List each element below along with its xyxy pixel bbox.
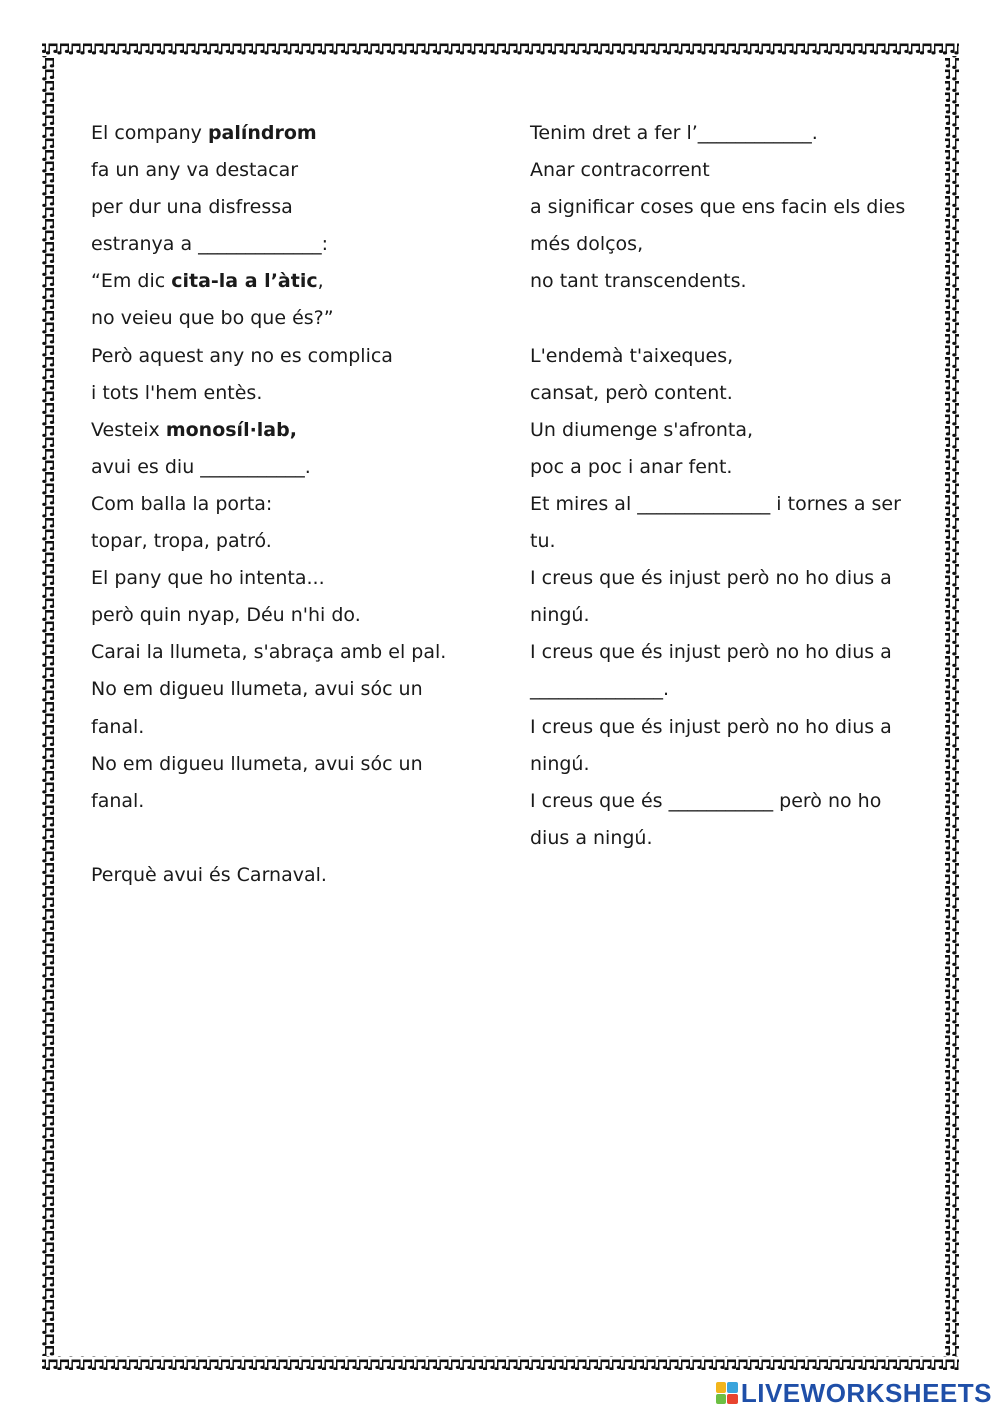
line-text: Carai la llumeta, s'abraça amb el pal. (91, 641, 447, 664)
poem-line (91, 412, 486, 449)
poem-line: ningú. (530, 604, 590, 627)
poem-left-column (91, 115, 486, 894)
line-text: fa un any va destacar (91, 159, 299, 182)
poem-line (91, 709, 486, 746)
line-text: fanal. (91, 789, 145, 812)
poem-line (91, 375, 486, 412)
poem-line: dius a ningú. (530, 826, 653, 849)
poem-line (91, 746, 486, 783)
line-text: No em digueu llumeta, avui sóc un (91, 752, 423, 775)
poem-line: no tant transcendents. (530, 270, 747, 293)
line-text: , (317, 270, 324, 293)
poem-line: cansat, però content. (530, 381, 733, 404)
poem-line: I creus que és ___________ però no ho (530, 789, 882, 812)
poem-line: Tenim dret a fer l’____________. (530, 122, 818, 144)
poem-line (91, 783, 486, 820)
poem-line (91, 857, 486, 894)
poem-line (91, 263, 486, 300)
line-text: avui es diu ___________. (91, 455, 311, 478)
poem-line: I creus que és injust però no ho dius a (530, 641, 892, 664)
line-text: topar, tropa, patró. (91, 530, 272, 553)
line-text: per dur una disfressa (91, 196, 293, 219)
poem-line: poc a poc i anar fent. (530, 455, 733, 478)
poem-line: Et mires al ______________ i tornes a ser (530, 492, 901, 515)
line-text: Però aquest any no es complica (91, 344, 393, 367)
poem-line: Anar contracorrent (530, 159, 710, 182)
poem-right-column (530, 115, 925, 857)
poem-line (91, 560, 486, 597)
bold-word: monosíl·lab, (165, 418, 297, 441)
poem-line (530, 300, 925, 337)
poem-line (91, 115, 486, 152)
poem-line: ningú. (530, 752, 590, 775)
line-text: estranya a _____________: (91, 233, 329, 256)
line-text: Com balla la porta: (91, 492, 273, 515)
poem-line (91, 634, 486, 671)
poem-line: a significar coses que ens facin els dies (530, 196, 906, 219)
line-text: fanal. (91, 715, 145, 738)
poem-line (91, 449, 486, 486)
line-text: El pany que ho intenta... (91, 567, 325, 590)
poem-line (91, 300, 486, 337)
line-text: no veieu que bo que és?” (91, 307, 334, 330)
poem-line: Un diumenge s'afronta, (530, 418, 754, 441)
poem-line (91, 226, 486, 263)
line-text: però quin nyap, Déu n'hi do. (91, 604, 361, 627)
poem-line (91, 189, 486, 226)
line-text: Vesteix (91, 418, 166, 441)
poem-line: tu. (530, 530, 556, 553)
line-text: “Em dic (91, 270, 172, 293)
line-text: Perquè avui és Carnaval. (91, 863, 327, 886)
line-text: El company (91, 122, 208, 144)
poem-line: més dolços, (530, 233, 644, 256)
poem-line: L'endemà t'aixeques, (530, 344, 734, 367)
logo-square-green (716, 1394, 727, 1405)
bold-word: palíndrom (207, 122, 317, 144)
poem-line: I creus que és injust però no ho dius a (530, 715, 892, 738)
poem-line (91, 338, 486, 375)
poem-line: ______________. (530, 678, 670, 701)
poem-line (91, 671, 486, 708)
poem-line (91, 597, 486, 634)
line-text: i tots l'hem entès. (91, 381, 263, 404)
bold-word: cita-la a l’àtic (171, 270, 318, 293)
line-text: No em digueu llumeta, avui sóc un (91, 678, 423, 701)
logo-square-yellow (716, 1382, 727, 1393)
poem-line: I creus que és injust però no ho dius a (530, 567, 892, 590)
liveworksheets-watermark (716, 1379, 992, 1407)
poem-line (91, 820, 486, 857)
poem-line (91, 152, 486, 189)
logo-square-blue (727, 1382, 738, 1393)
logo-square-red (727, 1394, 738, 1405)
watermark-text: LIVEWORKSHEETS (740, 1378, 992, 1408)
poem-line (91, 486, 486, 523)
liveworksheets-logo-icon (716, 1382, 738, 1404)
poem-line (91, 523, 486, 560)
